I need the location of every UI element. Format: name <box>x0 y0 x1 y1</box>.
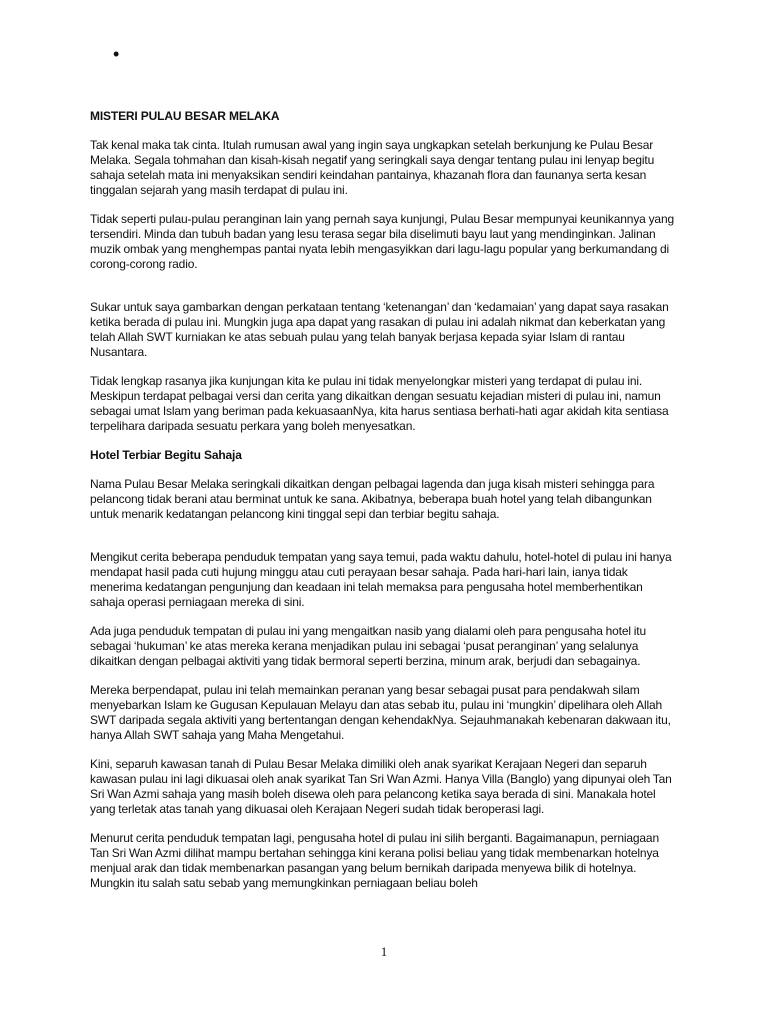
paragraph: Sukar untuk saya gambarkan dengan perkataan tentang ‘ketenangan’ dan ‘kedamaian’ yang dapat saya rasakan ketika berada di pulau ini. Mungkin juga apa dapat yang rasakan di pulau ini adalah nikmat dan keberkatan yang telah Allah SWT kurniakan ke atas sebuah pulau yang telah banyak berjasa kepada syiar Islam di rantau Nusantara. <box>90 300 669 359</box>
paragraph: Nama Pulau Besar Melaka seringkali dikaitkan dengan pelbagai lagenda dan juga kisah misteri sehingga para pelancong tidak berani atau berminat untuk ke sana. Akibatnya, beberapa buah hotel yang telah dibangunkan untuk menarik kedatangan pelancong kini tinggal sepi dan terbiar begitu sahaja. <box>90 477 655 521</box>
article-body <box>90 109 680 905</box>
paragraph: Ada juga penduduk tempatan di pulau ini yang mengaitkan nasib yang dialami oleh para pengusaha hotel itu sebagai ‘hukuman’ ke atas mereka kerana menjadikan pulau ini sebagai ‘pusat peranginan’ yang selalunya dikaitkan dengan pelbagai aktiviti yang tidak bermoral seperti berzina, minum arak, berjudi dan sebagainya. <box>90 624 647 668</box>
paragraph: Menurut cerita penduduk tempatan lagi, pengusaha hotel di pulau ini silih berganti. Bagaimanapun, perniagaan Tan Sri Wan Azmi dilihat mampu bertahan sehingga kini kerana polisi beliau yang tidak membenarkan hotelnya menjual arak dan tidak membenarkan pasangan yang belum bernikah daripada menyewa bilik di hotelnya. Mungkin itu salah satu sebab yang memungkinkan perniagaan beliau boleh <box>90 831 659 890</box>
paragraph: Mengikut cerita beberapa penduduk tempatan yang saya temui, pada waktu dahulu, hotel-hotel di pulau ini hanya mendapat hasil pada cuti hujung minggu atau cuti perayaan besar sahaja. Pada hari-hari lain, ianya tidak menerima kedatangan pengunjung dan keadaan ini telah memaksa para pengusaha hotel memberhentikan sahaja operasi perniagaan mereka di sini. <box>90 550 672 609</box>
bullet-point: • <box>113 44 120 64</box>
paragraph: Tidak lengkap rasanya jika kunjungan kita ke pulau ini tidak menyelongkar misteri yang terdapat di pulau ini. Meskipun terdapat pelbagai versi dan cerita yang dikaitkan dengan sesuatu kejadian misteri di pulau ini, namun sebagai umat Islam yang beriman pada kekuasaanNya, kita harus sentiasa berhati-hati agar akidah kita sentiasa terpelihara daripada sesuatu perkara yang boleh menyesatkan. <box>90 374 669 433</box>
paragraph: Tak kenal maka tak cinta. Itulah rumusan awal yang ingin saya ungkapkan setelah berkunjung ke Pulau Besar Melaka. Segala tohmahan dan kisah-kisah negatif yang seringkali saya dengar tentang pulau ini lenyap begitu sahaja setelah mata ini menyaksikan sendiri keindahan pantainya, khazanah flora dan faunanya serta kesan tinggalan sejarah yang masih terdapat di pulau ini. <box>90 138 655 197</box>
paragraph: Tidak seperti pulau-pulau peranginan lain yang pernah saya kunjungi, Pulau Besar mempunyai keunikannya yang tersendiri. Minda dan tubuh badan yang lesu terasa segar bila diselimuti bayu laut yang mendinginkan. Jalinan muzik ombak yang menghempas pantai nyata lebih mengasyikkan dari lagu-lagu popular yang berkumandang di corong-corong radio. <box>90 212 674 271</box>
article-title: MISTERI PULAU BESAR MELAKA <box>90 109 280 123</box>
paragraph: Mereka berpendapat, pulau ini telah memainkan peranan yang besar sebagai pusat para pendakwah silam menyebarkan Islam ke Gugusan Kepulauan Melayu dan atas sebab itu, pulau ini ‘mungkin’ dipelihara oleh Allah SWT daripada segala aktiviti yang bertentangan dengan kehendakNya. Sejauhmanakah kebenaran dakwaan itu, hanya Allah SWT sahaja yang Maha Mengetahui. <box>90 683 671 742</box>
blank-line <box>90 536 680 550</box>
section-heading: Hotel Terbiar Begitu Sahaja <box>90 448 242 462</box>
page-number: 1 <box>380 944 388 959</box>
blank-line <box>90 286 680 300</box>
paragraph: Kini, separuh kawasan tanah di Pulau Besar Melaka dimiliki oleh anak syarikat Kerajaan Negeri dan separuh kawasan pulau ini lagi dikuasai oleh anak syarikat Tan Sri Wan Azmi. Hanya Villa (Banglo) yang dipunyai oleh Tan Sri Wan Azmi sahaja yang masih boleh disewa oleh para pelancong ketika saya berada di sini. Manakala hotel yang terletak atas tanah yang dikuasai oleh Kerajaan Negeri sudah tidak beroperasi lagi. <box>90 757 672 816</box>
